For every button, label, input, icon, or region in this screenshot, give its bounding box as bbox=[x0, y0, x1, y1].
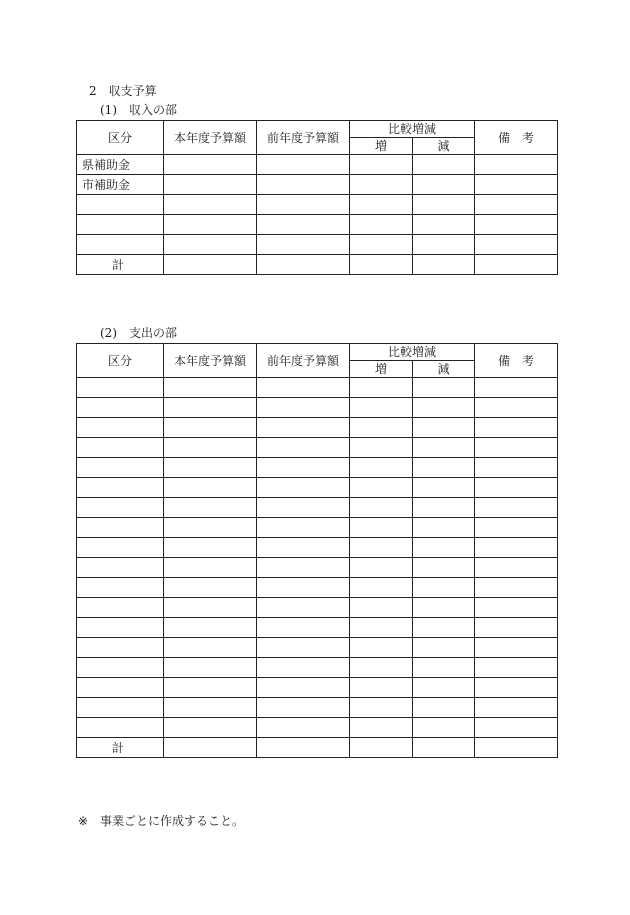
income-category-cell bbox=[77, 235, 164, 255]
expense-table-row bbox=[77, 518, 558, 538]
expense-table-row bbox=[77, 458, 558, 478]
expense-previous-budget-cell bbox=[257, 518, 350, 538]
income-decrease-cell bbox=[413, 255, 475, 275]
expense-increase-cell bbox=[350, 558, 413, 578]
expense-current-budget-cell bbox=[164, 378, 257, 398]
expense-category-cell bbox=[77, 638, 164, 658]
income-decrease-cell bbox=[413, 235, 475, 255]
expense-header-category: 区分 bbox=[77, 344, 164, 378]
income-current-budget-cell bbox=[164, 195, 257, 215]
income-category-cell bbox=[77, 215, 164, 235]
expense-table-row bbox=[77, 618, 558, 638]
income-table-row bbox=[77, 235, 558, 255]
expense-remarks-cell bbox=[475, 618, 558, 638]
expense-increase-cell bbox=[350, 418, 413, 438]
expense-header-current-budget: 本年度予算額 bbox=[164, 344, 257, 378]
income-remarks-cell bbox=[475, 215, 558, 235]
expense-heading bbox=[100, 326, 177, 340]
expense-current-budget-cell bbox=[164, 418, 257, 438]
expense-previous-budget-cell bbox=[257, 538, 350, 558]
expense-remarks-cell bbox=[475, 578, 558, 598]
expense-category-cell bbox=[77, 578, 164, 598]
note-text: 事業ごとに作成すること。 bbox=[100, 814, 245, 828]
expense-category-cell bbox=[77, 398, 164, 418]
expense-category-cell bbox=[77, 678, 164, 698]
income-title: 収入の部 bbox=[129, 103, 178, 117]
expense-decrease-cell bbox=[413, 558, 475, 578]
expense-table-row bbox=[77, 558, 558, 578]
expense-remarks-cell bbox=[475, 458, 558, 478]
expense-increase-cell bbox=[350, 638, 413, 658]
expense-total-label: 計 bbox=[77, 738, 164, 758]
income-header-remarks: 備 考 bbox=[475, 121, 558, 155]
income-previous-budget-cell bbox=[257, 155, 350, 175]
income-table bbox=[76, 120, 558, 275]
expense-decrease-cell bbox=[413, 618, 475, 638]
income-table-row bbox=[77, 215, 558, 235]
expense-remarks-cell bbox=[475, 478, 558, 498]
expense-current-budget-cell bbox=[164, 598, 257, 618]
income-increase-cell bbox=[350, 175, 413, 195]
expense-category-cell bbox=[77, 498, 164, 518]
section-title: 収支予算 bbox=[108, 84, 157, 98]
income-decrease-cell bbox=[413, 195, 475, 215]
expense-table-row bbox=[77, 598, 558, 618]
expense-table-row bbox=[77, 498, 558, 518]
expense-total-row bbox=[77, 738, 558, 758]
income-decrease-cell bbox=[413, 215, 475, 235]
expense-previous-budget-cell bbox=[257, 598, 350, 618]
expense-decrease-cell bbox=[413, 738, 475, 758]
expense-table-row bbox=[77, 398, 558, 418]
expense-previous-budget-cell bbox=[257, 398, 350, 418]
expense-decrease-cell bbox=[413, 678, 475, 698]
expense-category-cell bbox=[77, 698, 164, 718]
expense-decrease-cell bbox=[413, 398, 475, 418]
expense-table-row bbox=[77, 578, 558, 598]
expense-current-budget-cell bbox=[164, 618, 257, 638]
expense-remarks-cell bbox=[475, 678, 558, 698]
expense-category-cell bbox=[77, 418, 164, 438]
expense-increase-cell bbox=[350, 698, 413, 718]
expense-decrease-cell bbox=[413, 538, 475, 558]
income-body bbox=[77, 155, 558, 275]
expense-remarks-cell bbox=[475, 418, 558, 438]
expense-increase-cell bbox=[350, 658, 413, 678]
income-table-row bbox=[77, 195, 558, 215]
expense-decrease-cell bbox=[413, 478, 475, 498]
expense-increase-cell bbox=[350, 738, 413, 758]
expense-decrease-cell bbox=[413, 598, 475, 618]
income-header-previous-budget: 前年度予算額 bbox=[257, 121, 350, 155]
expense-previous-budget-cell bbox=[257, 578, 350, 598]
expense-current-budget-cell bbox=[164, 478, 257, 498]
expense-increase-cell bbox=[350, 678, 413, 698]
expense-header-remarks: 備 考 bbox=[475, 344, 558, 378]
expense-current-budget-cell bbox=[164, 738, 257, 758]
income-header-comparison: 比較増減 bbox=[350, 121, 475, 138]
expense-decrease-cell bbox=[413, 518, 475, 538]
income-current-budget-cell bbox=[164, 155, 257, 175]
expense-previous-budget-cell bbox=[257, 718, 350, 738]
expense-remarks-cell bbox=[475, 518, 558, 538]
expense-header-row bbox=[77, 344, 558, 361]
income-previous-budget-cell bbox=[257, 235, 350, 255]
expense-table-row bbox=[77, 698, 558, 718]
expense-category-cell bbox=[77, 378, 164, 398]
expense-remarks-cell bbox=[475, 698, 558, 718]
income-previous-budget-cell bbox=[257, 195, 350, 215]
expense-current-budget-cell bbox=[164, 638, 257, 658]
expense-decrease-cell bbox=[413, 658, 475, 678]
expense-remarks-cell bbox=[475, 558, 558, 578]
expense-previous-budget-cell bbox=[257, 698, 350, 718]
expense-title: 支出の部 bbox=[129, 326, 178, 340]
expense-remarks-cell bbox=[475, 398, 558, 418]
expense-previous-budget-cell bbox=[257, 458, 350, 478]
expense-increase-cell bbox=[350, 618, 413, 638]
expense-increase-cell bbox=[350, 378, 413, 398]
expense-previous-budget-cell bbox=[257, 498, 350, 518]
income-total-label: 計 bbox=[77, 255, 164, 275]
income-table-row bbox=[77, 155, 558, 175]
expense-header-decrease: 減 bbox=[413, 361, 475, 378]
expense-current-budget-cell bbox=[164, 498, 257, 518]
income-increase-cell bbox=[350, 235, 413, 255]
expense-decrease-cell bbox=[413, 458, 475, 478]
expense-table-row bbox=[77, 658, 558, 678]
expense-table-row bbox=[77, 438, 558, 458]
expense-decrease-cell bbox=[413, 498, 475, 518]
expense-current-budget-cell bbox=[164, 518, 257, 538]
expense-current-budget-cell bbox=[164, 438, 257, 458]
expense-previous-budget-cell bbox=[257, 678, 350, 698]
note-mark: ※ bbox=[78, 814, 89, 828]
expense-category-cell bbox=[77, 598, 164, 618]
expense-current-budget-cell bbox=[164, 578, 257, 598]
expense-increase-cell bbox=[350, 498, 413, 518]
expense-remarks-cell bbox=[475, 538, 558, 558]
expense-category-cell bbox=[77, 458, 164, 478]
footnote bbox=[78, 814, 244, 828]
expense-header-increase: 増 bbox=[350, 361, 413, 378]
expense-decrease-cell bbox=[413, 638, 475, 658]
income-remarks-cell bbox=[475, 155, 558, 175]
expense-remarks-cell bbox=[475, 598, 558, 618]
expense-previous-budget-cell bbox=[257, 418, 350, 438]
expense-category-cell bbox=[77, 538, 164, 558]
expense-current-budget-cell bbox=[164, 658, 257, 678]
expense-header-comparison: 比較増減 bbox=[350, 344, 475, 361]
income-increase-cell bbox=[350, 195, 413, 215]
expense-previous-budget-cell bbox=[257, 558, 350, 578]
income-decrease-cell bbox=[413, 155, 475, 175]
expense-increase-cell bbox=[350, 458, 413, 478]
expense-decrease-cell bbox=[413, 378, 475, 398]
income-category-cell: 県補助金 bbox=[77, 155, 164, 175]
expense-current-budget-cell bbox=[164, 558, 257, 578]
expense-category-cell bbox=[77, 618, 164, 638]
expense-table-row bbox=[77, 718, 558, 738]
expense-remarks-cell bbox=[475, 438, 558, 458]
expense-remarks-cell bbox=[475, 638, 558, 658]
income-previous-budget-cell bbox=[257, 215, 350, 235]
section-number: 2 bbox=[89, 84, 97, 98]
income-category-cell: 市補助金 bbox=[77, 175, 164, 195]
expense-category-cell bbox=[77, 718, 164, 738]
income-previous-budget-cell bbox=[257, 175, 350, 195]
income-header-current-budget: 本年度予算額 bbox=[164, 121, 257, 155]
expense-previous-budget-cell bbox=[257, 638, 350, 658]
expense-current-budget-cell bbox=[164, 678, 257, 698]
expense-current-budget-cell bbox=[164, 698, 257, 718]
income-category-cell bbox=[77, 195, 164, 215]
expense-header-previous-budget: 前年度予算額 bbox=[257, 344, 350, 378]
income-heading bbox=[100, 103, 177, 117]
expense-previous-budget-cell bbox=[257, 478, 350, 498]
expense-remarks-cell bbox=[475, 378, 558, 398]
income-remarks-cell bbox=[475, 195, 558, 215]
income-current-budget-cell bbox=[164, 235, 257, 255]
expense-table-row bbox=[77, 418, 558, 438]
expense-category-cell bbox=[77, 558, 164, 578]
expense-increase-cell bbox=[350, 578, 413, 598]
income-header-row bbox=[77, 121, 558, 138]
expense-table-row bbox=[77, 638, 558, 658]
expense-category-cell bbox=[77, 658, 164, 678]
income-remarks-cell bbox=[475, 235, 558, 255]
income-current-budget-cell bbox=[164, 175, 257, 195]
expense-current-budget-cell bbox=[164, 398, 257, 418]
income-header-increase: 増 bbox=[350, 138, 413, 155]
income-increase-cell bbox=[350, 255, 413, 275]
expense-category-cell bbox=[77, 438, 164, 458]
expense-table-row bbox=[77, 378, 558, 398]
expense-increase-cell bbox=[350, 438, 413, 458]
expense-increase-cell bbox=[350, 398, 413, 418]
expense-increase-cell bbox=[350, 718, 413, 738]
income-remarks-cell bbox=[475, 255, 558, 275]
expense-previous-budget-cell bbox=[257, 658, 350, 678]
expense-increase-cell bbox=[350, 598, 413, 618]
expense-table bbox=[76, 343, 558, 758]
income-increase-cell bbox=[350, 155, 413, 175]
expense-current-budget-cell bbox=[164, 538, 257, 558]
expense-decrease-cell bbox=[413, 578, 475, 598]
expense-category-cell bbox=[77, 478, 164, 498]
expense-increase-cell bbox=[350, 518, 413, 538]
expense-number: (2) bbox=[100, 326, 117, 340]
income-decrease-cell bbox=[413, 175, 475, 195]
expense-decrease-cell bbox=[413, 438, 475, 458]
expense-current-budget-cell bbox=[164, 458, 257, 478]
income-header-category: 区分 bbox=[77, 121, 164, 155]
expense-table-row bbox=[77, 538, 558, 558]
expense-previous-budget-cell bbox=[257, 438, 350, 458]
income-total-row bbox=[77, 255, 558, 275]
expense-remarks-cell bbox=[475, 498, 558, 518]
expense-decrease-cell bbox=[413, 718, 475, 738]
expense-table-row bbox=[77, 678, 558, 698]
expense-previous-budget-cell bbox=[257, 378, 350, 398]
income-current-budget-cell bbox=[164, 215, 257, 235]
expense-previous-budget-cell bbox=[257, 618, 350, 638]
income-number: (1) bbox=[100, 103, 117, 117]
income-remarks-cell bbox=[475, 175, 558, 195]
income-table-row bbox=[77, 175, 558, 195]
expense-body bbox=[77, 378, 558, 758]
expense-remarks-cell bbox=[475, 718, 558, 738]
income-previous-budget-cell bbox=[257, 255, 350, 275]
expense-decrease-cell bbox=[413, 698, 475, 718]
expense-table-row bbox=[77, 478, 558, 498]
expense-category-cell bbox=[77, 518, 164, 538]
section-heading bbox=[89, 84, 157, 98]
income-increase-cell bbox=[350, 215, 413, 235]
expense-remarks-cell bbox=[475, 658, 558, 678]
expense-increase-cell bbox=[350, 538, 413, 558]
income-current-budget-cell bbox=[164, 255, 257, 275]
income-header-decrease: 減 bbox=[413, 138, 475, 155]
expense-increase-cell bbox=[350, 478, 413, 498]
expense-decrease-cell bbox=[413, 418, 475, 438]
expense-remarks-cell bbox=[475, 738, 558, 758]
expense-previous-budget-cell bbox=[257, 738, 350, 758]
expense-current-budget-cell bbox=[164, 718, 257, 738]
